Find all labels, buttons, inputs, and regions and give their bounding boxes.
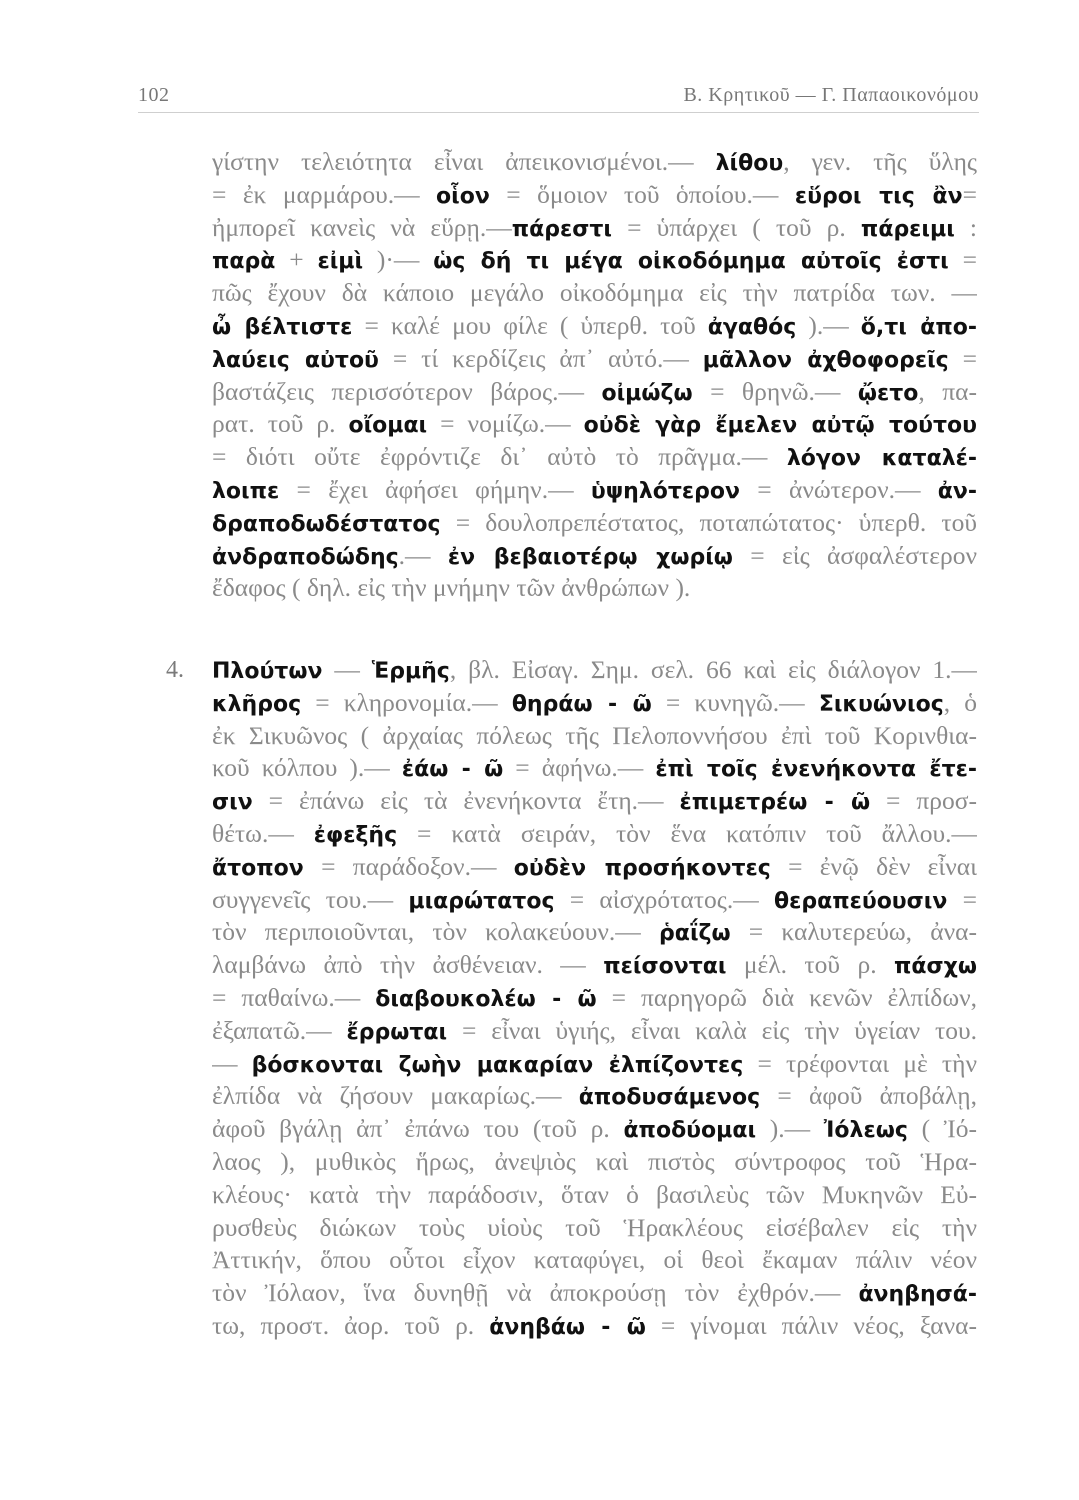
text-line: τω, προστ. ἀορ. τοῦ ρ. ἀνηβάω - ῶ = γίνομαι πάλιν νέος, ξανα- (212, 1310, 977, 1340)
headword: ἀποδυσάμενος (578, 1085, 761, 1111)
text-line: — βόσκονται ζωὴν μακαρίαν ἐλπίζοντες = τρέφονται μὲ τὴν (212, 1048, 977, 1078)
page-header (138, 82, 979, 113)
headword: παρὰ (212, 249, 276, 275)
headword: Σικυώνιος (818, 691, 944, 717)
headword: ἀνηβησά- (858, 1282, 977, 1308)
headword: ἀνηβάω - ῶ (489, 1314, 646, 1340)
text-line: λαος ), μυθικὸς ἥρως, ἀνεψιὸς καὶ πιστὸς σύντροφος τοῦ Ἡρα- (212, 1146, 977, 1176)
text-line: ἐξαπατῶ.— ἔρρωται = εἶναι ὑγιής, εἶναι καλὰ εἰς τὴν ὑγείαν του. (212, 1015, 977, 1045)
headword: ἀποδύομαι (623, 1118, 757, 1144)
headword: θεραπεύουσιν (773, 888, 948, 914)
text-line: τὸν Ἰόλαον, ἵνα δυνηθῇ νὰ ἀποκρούσῃ τὸν ἐχθρόν.— ἀνηβησά- (212, 1278, 977, 1308)
text-line: τὸν περιποιοῦνται, τὸν κολακεύουν.— ῥαΐζω = καλυτερεύω, ἀνα- (212, 917, 977, 947)
headword: ἔρρωται (346, 1019, 448, 1045)
headword: λόγον καταλέ- (786, 446, 977, 472)
headword: ἐν βεβαιοτέρῳ χωρίῳ (447, 544, 733, 570)
headword: διαβουκολέω - ῶ (375, 986, 597, 1012)
text-line: ρυσθεὺς διώκων τοὺς υἱοὺς τοῦ Ἡρακλέους εἰσέβαλεν εἰς τὴν (212, 1212, 977, 1242)
headword: οἰμώζω (601, 380, 693, 406)
text-line: ἠμπορεῖ κανεὶς νὰ εὕρῃ.—πάρεστι = ὑπάρχει ( τοῦ ρ. πάρειμι : (212, 212, 977, 242)
headword: ἐπὶ τοῖς ἐνενήκοντα ἔτε- (655, 757, 977, 783)
headword: οἴομαι (348, 413, 428, 439)
text-line: δραποδωδέστατος = δουλοπρεπέστατος, ποταπώτατος· ὑπερθ. τοῦ (212, 507, 977, 537)
text-line: = παθαίνω.— διαβουκολέω - ῶ = παρηγορῶ διὰ κενῶν ἐλπίδων, (212, 982, 977, 1012)
text-line: ἐλπίδα νὰ ζήσουν μακαρίως.— ἀποδυσάμενος = ἀφοῦ ἀποβάλῃ, (212, 1081, 977, 1111)
headword: πείσονται (603, 954, 727, 980)
headword: ἀν- (937, 478, 977, 504)
headword: πάσχω (894, 954, 977, 980)
headword: Ἑρμῆς (371, 659, 450, 684)
headword: εἰμὶ (317, 249, 364, 275)
headword: κλῆρος (212, 691, 302, 717)
commentary-block-section-4 (212, 654, 977, 1343)
page-number: 102 (138, 84, 170, 106)
text-line: ἐκ Σικυῶνος ( ἀρχαίας πόλεως τῆς Πελοποννήσου ἐπὶ τοῦ Κορινθια- (212, 720, 977, 750)
headword: μιαρώτατος (408, 888, 555, 914)
text-line: λοιπε = ἔχει ἀφήσει φήμην.— ὑψηλότερον = ἀνώτερον.— ἀν- (212, 474, 977, 504)
headword: ὦ βέλτιστε (212, 314, 353, 340)
headword: πάρεστι (511, 216, 612, 242)
text-line: Ἀττικήν, ὅπου οὗτοι εἶχον καταφύγει, οἱ θεοὶ ἔκαμαν πάλιν νέον (212, 1245, 977, 1275)
running-head: Β. Κρητικοῦ — Γ. Παπαοικονόμου (683, 84, 979, 106)
headword: ἄτοπον (212, 855, 304, 881)
headword: λίθου (715, 151, 784, 176)
headword: οὐδὲ γὰρ ἔμελεν αὐτῷ τούτου (583, 413, 977, 439)
text-line: κλέους· κατὰ τὴν παράδοσιν, ὅταν ὁ βασιλεὺς τῶν Μυκηνῶν Εὐ- (212, 1179, 977, 1209)
text-line: ἀφοῦ βγάλῃ ἀπ᾿ ἐπάνω του (τοῦ ρ. ἀποδύομαι ).— Ἰόλεως ( Ἰό- (212, 1114, 977, 1144)
text-line: γίστην τελειότητα εἶναι ἀπεικονισμένοι.— λίθου, γεν. τῆς ὕλης (212, 147, 977, 176)
headword: ἀνδραποδώδης (212, 544, 399, 570)
headword: Ἰόλεως (823, 1118, 908, 1144)
headword: ὅ,τι ἀπο- (860, 314, 977, 340)
text-line: = διότι οὔτε ἐφρόντιζε δι᾿ αὐτὸ τὸ πρᾶγμα.— λόγον καταλέ- (212, 442, 977, 472)
headword: ἐάω - ῶ (401, 757, 504, 783)
headword: ὑψηλότερον (590, 478, 741, 504)
text-line: λαμβάνω ἀπὸ τὴν ἀσθένειαν. — πείσονται μέλ. τοῦ ρ. πάσχω (212, 950, 977, 980)
section-number: 4. (166, 657, 184, 683)
headword: εὕροι τις ἂν (794, 183, 963, 209)
text-line: ἀνδραποδώδης.— ἐν βεβαιοτέρῳ χωρίῳ = εἰς ἀσφαλέστερον (212, 540, 977, 570)
headword: θηράω - ῶ (511, 691, 652, 717)
headword: ῥαΐζω (659, 921, 731, 947)
headword: οὐδὲν προσήκοντες (513, 855, 771, 881)
text-line: κοῦ κόλπου ).— ἐάω - ῶ = ἀφήνω.— ἐπὶ τοῖς ἐνενήκοντα ἔτε- (212, 753, 977, 783)
text-line: συγγενεῖς του.— μιαρώτατος = αἰσχρότατος.— θεραπεύουσιν = (212, 884, 977, 914)
text-line: θέτω.— ἐφεξῆς = κατὰ σειράν, τὸν ἕνα κατόπιν τοῦ ἄλλου.— (212, 818, 977, 848)
headword: ἐπιμετρέω - ῶ (679, 790, 871, 816)
text-line: ρατ. τοῦ ρ. οἴομαι = νομίζω.— οὐδὲ γὰρ ἔμελεν αὐτῷ τούτου (212, 409, 977, 439)
headword: λαύεις αὐτοῦ (212, 347, 379, 373)
headword: δραποδωδέστατος (212, 511, 441, 537)
text-line: σιν = ἐπάνω εἰς τὰ ἐνενήκοντα ἔτη.— ἐπιμετρέω - ῶ = προσ- (212, 786, 977, 816)
text-line: ἄτοπον = παράδοξον.— οὐδὲν προσήκοντες = ἐνῷ δὲν εἶναι (212, 851, 977, 881)
headword: σιν (212, 790, 253, 816)
headword: πάρειμι (860, 216, 955, 242)
text-line: = ἐκ μαρμάρου.— οἷον = ὅμοιον τοῦ ὁποίου.— εὕροι τις ἂν= (212, 179, 977, 209)
headword: οἷον (436, 183, 490, 209)
text-line: Πλούτων — Ἑρμῆς, βλ. Εἰσαγ. Σημ. σελ. 66 καὶ εἰς διάλογον 1.— (212, 655, 977, 684)
text-line: βαστάζεις περισσότερον βάρος.— οἰμώζω = θρηνῶ.— ᾤετο, πα- (212, 376, 977, 406)
headword: βόσκονται ζωὴν μακαρίαν ἐλπίζοντες (251, 1052, 744, 1078)
headword: ᾤετο (857, 380, 919, 406)
text-line: ἔδαφος ( δηλ. εἰς τὴν μνήμην τῶν ἀνθρώπων ). (212, 573, 691, 603)
headword: Πλούτων (212, 659, 323, 684)
headword: μᾶλλον ἀχθοφορεῖς (702, 347, 949, 373)
text-line: παρὰ + εἰμὶ )·— ὡς δή τι μέγα οἰκοδόμημα αὐτοῖς ἐστι = (212, 245, 977, 275)
text-line: πῶς ἔχουν δὰ κάποιο μεγάλο οἰκοδόμημα εἰς τὴν πατρίδα των. — (212, 278, 977, 308)
commentary-block-continued (212, 146, 977, 605)
text-line: ὦ βέλτιστε = καλέ μου φίλε ( ὑπερθ. τοῦ ἀγαθός ).— ὅ,τι ἀπο- (212, 310, 977, 340)
headword: λοιπε (212, 478, 280, 504)
headword: ὡς δή τι μέγα οἰκοδόμημα αὐτοῖς ἐστι (433, 249, 949, 275)
headword: ἀγαθός (707, 314, 797, 340)
headword: ἐφεξῆς (313, 822, 398, 848)
text-line: λαύεις αὐτοῦ = τί κερδίζεις ἀπ᾿ αὐτό.— μᾶλλον ἀχθοφορεῖς = (212, 343, 977, 373)
text-line: κλῆρος = κληρονομία.— θηράω - ῶ = κυνηγῶ.— Σικυώνιος, ὁ (212, 687, 977, 717)
